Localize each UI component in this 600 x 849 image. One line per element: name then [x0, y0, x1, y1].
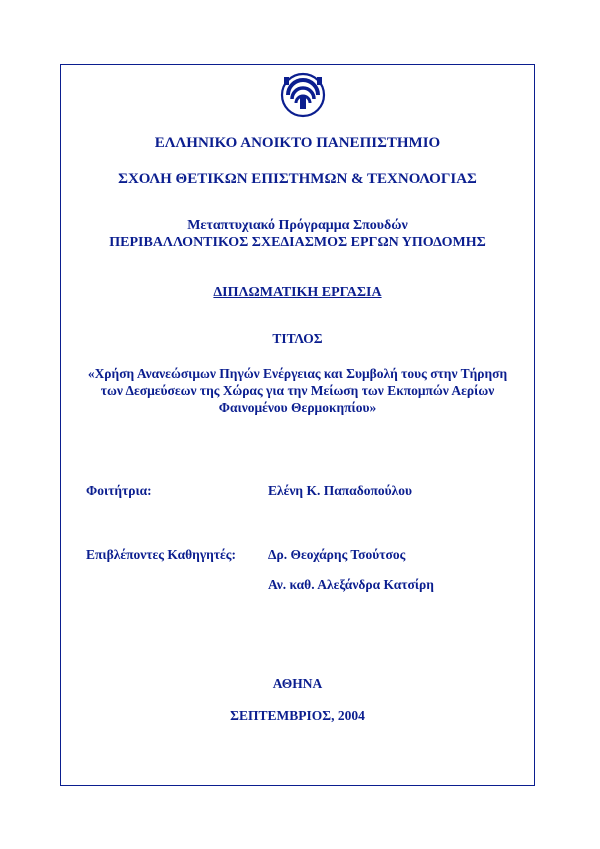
thesis-title-line-3: Φαινομένου Θερμοκηπίου» [218, 400, 377, 415]
thesis-title-line-1: «Χρήση Ανανεώσιμων Πηγών Ενέργειας και Συμβολή τους στην Τήρηση [87, 366, 508, 381]
supervisors-label: Επιβλέποντες Καθηγητές: [86, 547, 236, 562]
supervisor-name: Αν. καθ. Αλεξάνδρα Κατσίρη [268, 577, 434, 592]
title-label: ΤΙΤΛΟΣ [272, 331, 323, 346]
thesis-title-line-2: των Δεσμεύσεων της Χώρας για την Μείωση των Εκπομπών Αερίων [100, 383, 495, 398]
university-name: ΕΛΛΗΝΙΚΟ ΑΝΟΙΚΤΟ ΠΑΝΕΠΙΣΤΗΜΙΟ [154, 135, 441, 151]
thesis-type: ΔΙΠΛΩΜΑΤΙΚΗ ΕΡΓΑΣΙΑ [213, 285, 382, 300]
student-name: Ελένη Κ. Παπαδοπούλου [268, 483, 412, 498]
supervisor-name: Δρ. Θεοχάρης Τσούτσος [268, 547, 406, 562]
school-name: ΣΧΟΛΗ ΘΕΤΙΚΩΝ ΕΠΙΣΤΗΜΩΝ & ΤΕΧΝΟΛΟΓΙΑΣ [118, 171, 477, 187]
university-emblem-icon [278, 69, 328, 119]
program-name: ΠΕΡΙΒΑΛΛΟΝΤΙΚΟΣ ΣΧΕΔΙΑΣΜΟΣ ΕΡΓΩΝ ΥΠΟΔΟΜΗΣ [109, 235, 486, 250]
date: ΣΕΠΤΕΜΒΡΙΟΣ, 2004 [230, 708, 365, 723]
student-label: Φοιτήτρια: [86, 483, 152, 498]
program-label: Μεταπτυχιακό Πρόγραμμα Σπουδών [187, 218, 408, 233]
city: ΑΘΗΝΑ [272, 676, 323, 691]
